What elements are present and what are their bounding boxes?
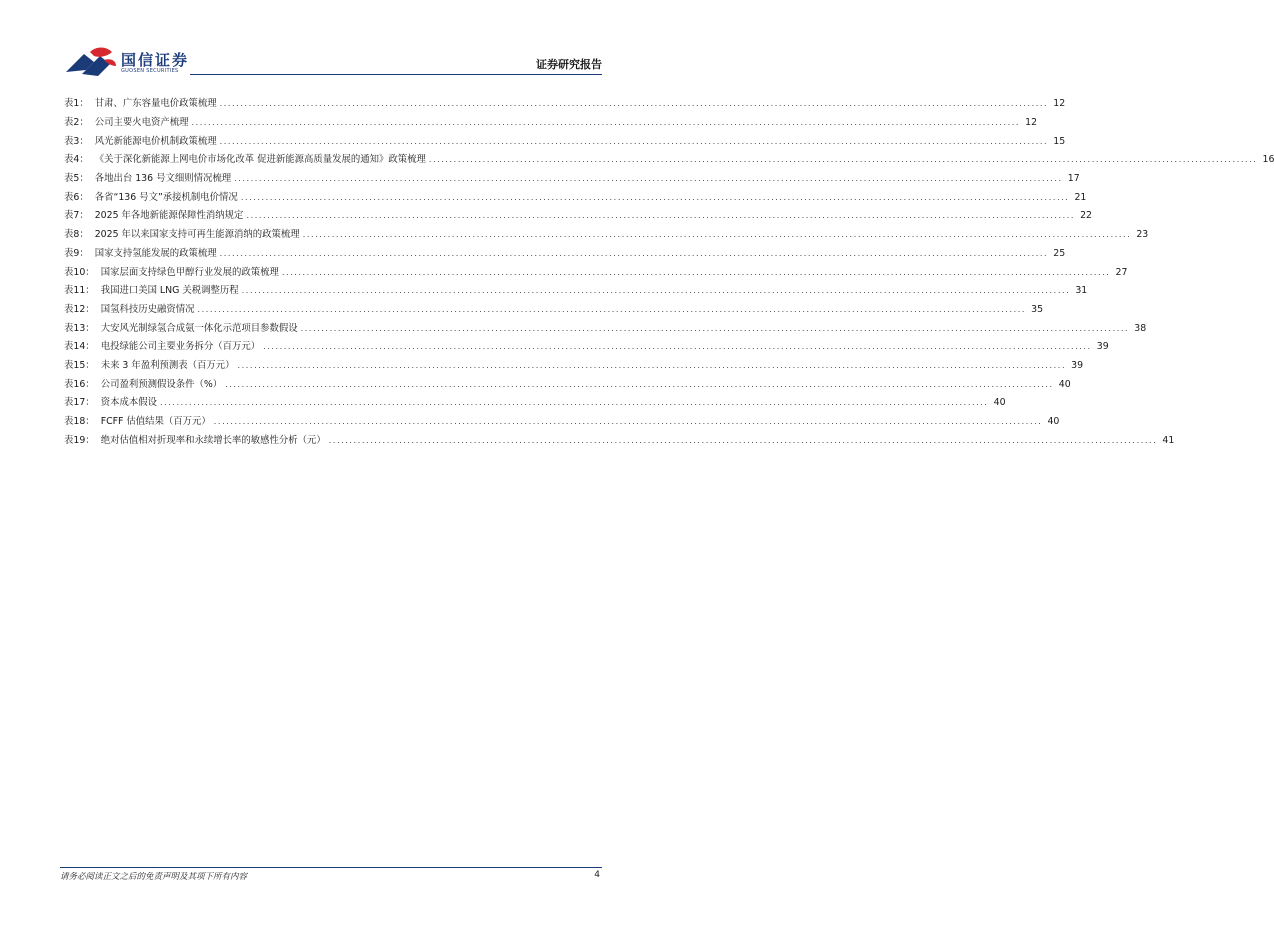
toc-entry-number: 表17： <box>64 397 95 409</box>
toc-entry[interactable] <box>64 375 1071 394</box>
toc-entry[interactable] <box>64 263 1128 282</box>
toc-entry-page: 12 <box>1025 117 1038 129</box>
toc-entry-number: 表8： <box>64 229 89 241</box>
toc-dot-leader: ........................................................................................................................................................................................................ <box>213 417 1043 427</box>
toc-dot-leader: ........................................................................................................................................................................................................ <box>240 192 1070 202</box>
toc-entry-title: 大安风光制绿氢合成氨一体化示范项目参数假设 <box>100 322 298 334</box>
toc-entry-page: 15 <box>1053 135 1066 147</box>
toc-entry-title: 公司盈利预测假设条件（%） <box>100 378 223 390</box>
toc-entry-number: 表9： <box>64 247 89 259</box>
header-divider <box>190 74 602 75</box>
toc-entry-page: 25 <box>1053 247 1066 259</box>
footer-disclaimer: 请务必阅读正文之后的免责声明及其项下所有内容 <box>60 872 248 882</box>
toc-entry[interactable] <box>64 95 1066 114</box>
toc-entry-title: 国家层面支持绿色甲醇行业发展的政策梳理 <box>100 266 279 278</box>
toc-entry[interactable] <box>64 282 1088 301</box>
toc-entry-number: 表19： <box>64 434 95 446</box>
toc-dot-leader: ........................................................................................................................................................................................................ <box>281 267 1111 277</box>
toc-entry[interactable] <box>64 338 1109 357</box>
toc-dot-leader: ........................................................................................................................................................................................................ <box>191 118 1021 128</box>
toc-entry-title: 国家支持氢能发展的政策梳理 <box>94 247 217 259</box>
toc-dot-leader: ........................................................................................................................................................................................................ <box>246 211 1076 221</box>
toc-dot-leader: ........................................................................................................................................................................................................ <box>237 360 1067 370</box>
toc-dot-leader: ........................................................................................................................................................................................................ <box>159 398 989 408</box>
toc-entry[interactable] <box>64 431 1175 450</box>
toc-entry-number: 表10： <box>64 266 95 278</box>
guosen-logo-icon <box>64 46 118 78</box>
guosen-logo <box>64 46 194 78</box>
logo-en-text: GUOSEN SECURITIES <box>121 68 179 74</box>
table-of-contents <box>64 95 1274 450</box>
toc-entry-title: 甘肃、广东容量电价政策梳理 <box>94 98 217 110</box>
toc-entry-number: 表7： <box>64 210 89 222</box>
toc-entry-page: 22 <box>1080 210 1093 222</box>
toc-dot-leader: ........................................................................................................................................................................................................ <box>219 136 1049 146</box>
toc-entry-page: 38 <box>1134 322 1147 334</box>
toc-dot-leader: ........................................................................................................................................................................................................ <box>263 342 1092 352</box>
toc-entry-title: 各地出台 136 号文细则情况梳理 <box>94 173 232 185</box>
toc-entry[interactable] <box>64 170 1080 189</box>
toc-entry-number: 表18： <box>64 416 95 428</box>
toc-entry-page: 17 <box>1067 173 1080 185</box>
logo-cn-text: 国信证券 <box>121 51 190 69</box>
toc-entry-title: 资本成本假设 <box>100 397 157 409</box>
toc-entry-page: 16 <box>1262 154 1274 166</box>
toc-entry-page: 40 <box>1047 416 1060 428</box>
toc-entry[interactable] <box>64 226 1149 245</box>
toc-entry[interactable] <box>64 301 1044 320</box>
toc-entry-title: 2025 年以来国家支持可再生能源消纳的政策梳理 <box>94 229 300 241</box>
toc-dot-leader: ........................................................................................................................................................................................................ <box>197 304 1027 314</box>
toc-dot-leader: ........................................................................................................................................................................................................ <box>328 435 1158 445</box>
toc-entry-title: 风光新能源电价机制政策梳理 <box>94 135 217 147</box>
toc-entry-title: FCFF 估值结果（百万元） <box>100 416 211 428</box>
toc-entry-page: 41 <box>1162 434 1175 446</box>
toc-entry-title: 2025 年各地新能源保障性消纳规定 <box>94 210 244 222</box>
toc-entry[interactable] <box>64 319 1147 338</box>
footer-divider <box>60 867 602 868</box>
toc-entry-title: 我国进口美国 LNG 关税调整历程 <box>100 285 239 297</box>
toc-entry-page: 31 <box>1075 285 1088 297</box>
toc-entry-number: 表6： <box>64 191 89 203</box>
toc-entry[interactable] <box>64 245 1066 264</box>
toc-entry[interactable] <box>64 413 1060 432</box>
toc-entry[interactable] <box>64 357 1084 376</box>
toc-dot-leader: ........................................................................................................................................................................................................ <box>234 174 1063 184</box>
toc-entry-number: 表1： <box>64 98 89 110</box>
toc-dot-leader: ........................................................................................................................................................................................................ <box>428 155 1258 165</box>
toc-entry-number: 表16： <box>64 378 95 390</box>
toc-entry[interactable] <box>64 114 1038 133</box>
toc-dot-leader: ........................................................................................................................................................................................................ <box>302 230 1132 240</box>
toc-dot-leader: ........................................................................................................................................................................................................ <box>241 286 1071 296</box>
toc-entry[interactable] <box>64 394 1006 413</box>
toc-entry-number: 表13： <box>64 322 95 334</box>
report-type-label: 证券研究报告 <box>536 58 602 71</box>
toc-entry-page: 21 <box>1074 191 1087 203</box>
toc-entry-number: 表2： <box>64 117 89 129</box>
toc-entry-title: 电投绿能公司主要业务拆分（百万元） <box>100 341 261 353</box>
toc-dot-leader: ........................................................................................................................................................................................................ <box>225 379 1054 389</box>
toc-entry[interactable] <box>64 188 1087 207</box>
toc-entry[interactable] <box>64 151 1274 170</box>
toc-entry-title: 各省“136 号文”承接机制电价情况 <box>94 191 238 203</box>
toc-entry-number: 表11： <box>64 285 95 297</box>
toc-dot-leader: ........................................................................................................................................................................................................ <box>219 99 1049 109</box>
toc-entry-number: 表12： <box>64 303 95 315</box>
toc-entry-title: 国氢科技历史融资情况 <box>100 303 195 315</box>
toc-entry-page: 12 <box>1053 98 1066 110</box>
toc-entry-page: 40 <box>993 397 1006 409</box>
toc-entry-page: 39 <box>1096 341 1109 353</box>
page-number: 4 <box>594 870 600 880</box>
toc-entry-page: 40 <box>1058 378 1071 390</box>
toc-entry[interactable] <box>64 132 1066 151</box>
toc-dot-leader: ........................................................................................................................................................................................................ <box>300 323 1130 333</box>
page-header <box>60 44 602 78</box>
toc-entry-title: 公司主要火电资产梳理 <box>94 117 189 129</box>
toc-entry-page: 39 <box>1071 359 1084 371</box>
toc-entry-title: 《关于深化新能源上网电价市场化改革 促进新能源高质量发展的通知》政策梳理 <box>94 154 426 166</box>
toc-entry-title: 未来 3 年盈利预测表（百万元） <box>100 359 235 371</box>
toc-entry-number: 表14： <box>64 341 95 353</box>
toc-entry-number: 表5： <box>64 173 89 185</box>
toc-entry-page: 23 <box>1136 229 1149 241</box>
toc-entry-number: 表4： <box>64 154 89 166</box>
toc-entry-number: 表15： <box>64 359 95 371</box>
toc-entry[interactable] <box>64 207 1093 226</box>
toc-entry-title: 绝对估值相对折现率和永续增长率的敏感性分析（元） <box>100 434 326 446</box>
toc-entry-page: 35 <box>1031 303 1044 315</box>
toc-dot-leader: ........................................................................................................................................................................................................ <box>219 248 1049 258</box>
toc-entry-page: 27 <box>1115 266 1128 278</box>
toc-entry-number: 表3： <box>64 135 89 147</box>
